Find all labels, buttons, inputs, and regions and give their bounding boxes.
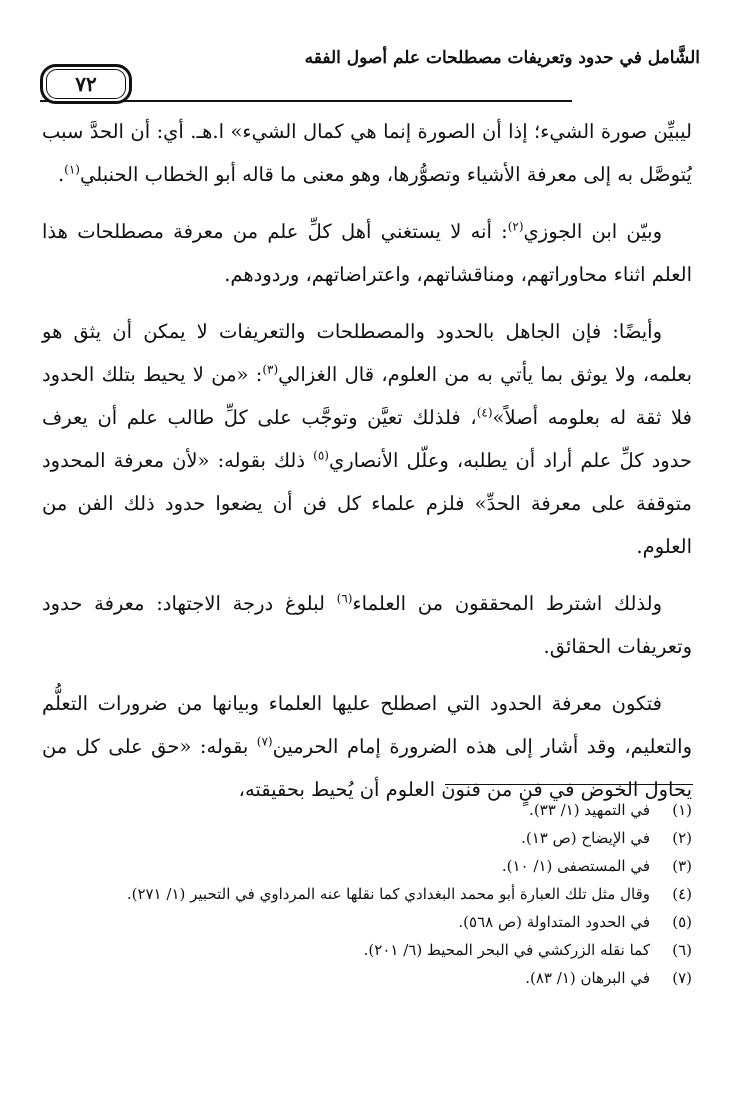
paragraph-3-text: وأيضًا: فإن الجاهل بالحدود والمصطلحات والتعريفات لا يمكن أن يثق هو بعلمه، ولا يوثق بما يأتي به من العلوم، قال الغزالي: [42, 320, 693, 386]
footnote-number: (٥): [672, 913, 692, 931]
header-title: الشَّامل في حدود وتعريفات مصطلحات علم أصول الفقه: [304, 48, 700, 68]
paragraph-5: [42, 682, 692, 811]
paragraph-3: [42, 310, 692, 568]
footnotes: [42, 796, 692, 992]
paragraph-3-quote: : «من لا يحيط بتلك الحدود فلا ثقة له بعلومه أصلاً»: [42, 363, 692, 429]
paragraph-2-text: وبيّن ابن الجوزي: [523, 220, 663, 243]
footnote-ref-7: (٧): [256, 734, 273, 749]
footnote-separator: [445, 784, 693, 785]
paragraph-4-end: لبلوغ درجة الاجتهاد: معرفة حدود وتعريفات الحقائق.: [42, 592, 692, 658]
footnote-ref-1: (١): [64, 162, 80, 177]
footnote-item: [42, 908, 692, 936]
footnote-ref-6: (٦): [336, 591, 353, 606]
footnote-text: في التمهيد (١/ ٣٣).: [529, 801, 650, 819]
footnote-ref-3: (٣): [262, 362, 279, 377]
body-text: [42, 110, 692, 825]
paragraph-1-text: ليبيِّن صورة الشيء؛ إذا أن الصورة إنما هي كمال الشيء» ا.هـ. أي: أن الحدَّ سبب يُتوصَّل به إلى معرفة الأشياء وتصوُّرها، وهو معنى ما قاله أبو الخطاب الحنبلي: [42, 120, 692, 186]
footnote-number: (١): [672, 801, 692, 819]
footnote-item: [42, 936, 692, 964]
footnote-number: (٤): [672, 885, 692, 903]
footnote-text: في المستصفى (١/ ١٠).: [501, 857, 650, 875]
page-number-frame: [40, 64, 132, 104]
paragraph-3-mid: ، فلذلك تعيَّن وتوجَّب على كلِّ طالب علم أن يعرف حدود كلِّ علم أراد أن يطلبه، وعلّل الأنصاري: [42, 406, 692, 472]
footnote-item: [42, 964, 692, 992]
running-header: [40, 34, 700, 104]
footnote-number: (٦): [672, 941, 692, 959]
paragraph-1-end: .: [57, 163, 65, 186]
paragraph-1: [42, 110, 692, 196]
paragraph-4-text: ولذلك اشترط المحققون من العلماء: [352, 592, 663, 615]
paragraph-2: [42, 210, 692, 296]
footnote-text: كما نقله الزركشي في البحر المحيط (٦/ ٢٠١).: [363, 941, 650, 959]
footnote-item: [42, 880, 692, 908]
paragraph-3-end: ذلك بقوله: «لأن معرفة المحدود متوقفة على معرفة الحدِّ» فلزم علماء كل فن أن يضعوا حدود ذلك الفن من العلوم.: [42, 449, 692, 558]
page-number: ٧٢: [46, 69, 126, 99]
footnote-number: (٧): [672, 969, 692, 987]
paragraph-5-end: بقوله: «حق على كل من يحاول الخوض في فنٍ من فنون العلوم أن يُحيط بحقيقته،: [42, 735, 692, 801]
paragraph-4: [42, 582, 692, 668]
footnote-text: في الحدود المتداولة (ص ٥٦٨).: [458, 913, 650, 931]
footnote-item: [42, 852, 692, 880]
footnote-ref-4: (٤): [476, 405, 493, 420]
footnote-item: [42, 824, 692, 852]
paragraph-5-text: فتكون معرفة الحدود التي اصطلح عليها العلماء وبيانها من ضرورات التعلُّم والتعليم، وقد أشار إلى هذه الضرورة إمام الحرمين: [42, 692, 692, 758]
footnote-text: في الإيضاح (ص ١٣).: [521, 829, 650, 847]
footnote-text: في البرهان (١/ ٨٣).: [525, 969, 650, 987]
footnote-number: (٣): [672, 857, 692, 875]
footnote-ref-2: (٢): [507, 219, 524, 234]
footnote-number: (٢): [672, 829, 692, 847]
footnote-text: وقال مثل تلك العبارة أبو محمد البغدادي كما نقلها عنه المرداوي في التحبير (١/ ٢٧١).: [126, 885, 650, 903]
footnote-ref-5: (٥): [313, 448, 329, 463]
footnote-item: [42, 796, 692, 824]
paragraph-2-end: : أنه لا يستغني أهل كلِّ علم من معرفة مصطلحات هذا العلم اثناء محاوراتهم، ومناقشاتهم، واعتراضاتهم، وردودهم.: [42, 220, 692, 286]
